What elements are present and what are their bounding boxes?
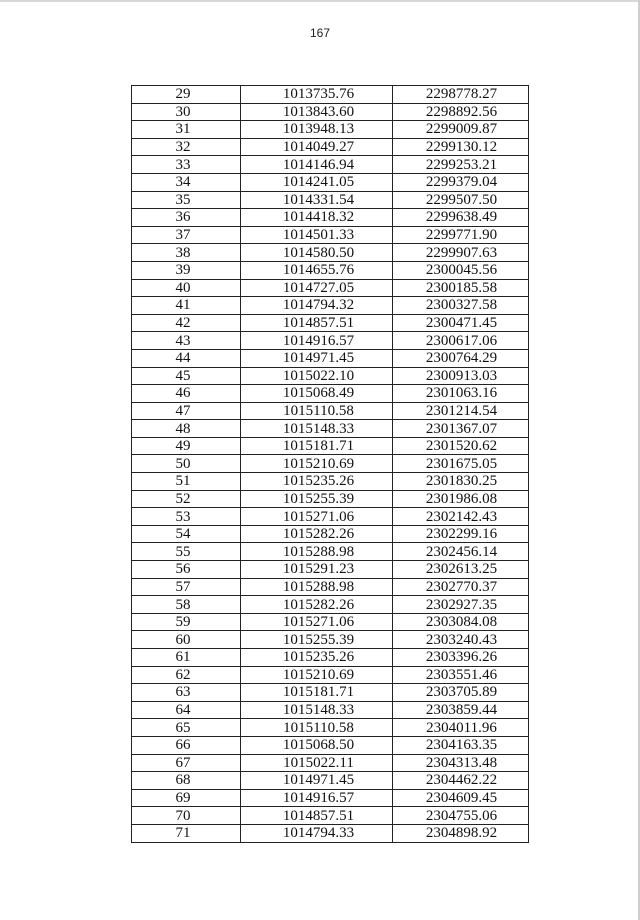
x-coordinate-cell: 1015068.50 — [241, 736, 393, 754]
x-coordinate-cell: 1015288.98 — [241, 543, 393, 561]
point-number-cell: 31 — [132, 121, 241, 139]
table-row — [132, 209, 529, 227]
table-row — [132, 367, 529, 385]
x-coordinate-cell: 1015022.10 — [241, 367, 393, 385]
y-coordinate-cell: 2300617.06 — [393, 332, 529, 350]
table-row — [132, 402, 529, 420]
point-number-cell: 57 — [132, 578, 241, 596]
x-coordinate-cell: 1014655.76 — [241, 261, 393, 279]
point-number-cell: 71 — [132, 824, 241, 842]
x-coordinate-cell: 1015110.58 — [241, 402, 393, 420]
table-row — [132, 490, 529, 508]
point-number-cell: 70 — [132, 807, 241, 825]
point-number-cell: 60 — [132, 631, 241, 649]
y-coordinate-cell: 2301830.25 — [393, 473, 529, 491]
point-number-cell: 54 — [132, 525, 241, 543]
x-coordinate-cell: 1014916.57 — [241, 789, 393, 807]
x-coordinate-cell: 1015255.39 — [241, 631, 393, 649]
point-number-cell: 53 — [132, 508, 241, 526]
x-coordinate-cell: 1015181.71 — [241, 684, 393, 702]
coordinates-table-body — [132, 86, 529, 843]
x-coordinate-cell: 1013948.13 — [241, 121, 393, 139]
x-coordinate-cell: 1015148.33 — [241, 420, 393, 438]
y-coordinate-cell: 2299379.04 — [393, 173, 529, 191]
x-coordinate-cell: 1015068.49 — [241, 385, 393, 403]
x-coordinate-cell: 1015022.11 — [241, 754, 393, 772]
table-row — [132, 666, 529, 684]
point-number-cell: 56 — [132, 561, 241, 579]
point-number-cell: 63 — [132, 684, 241, 702]
table-row — [132, 244, 529, 262]
table-row — [132, 173, 529, 191]
x-coordinate-cell: 1013843.60 — [241, 103, 393, 121]
point-number-cell: 38 — [132, 244, 241, 262]
x-coordinate-cell: 1014049.27 — [241, 138, 393, 156]
point-number-cell: 33 — [132, 156, 241, 174]
point-number-cell: 46 — [132, 385, 241, 403]
y-coordinate-cell: 2301367.07 — [393, 420, 529, 438]
y-coordinate-cell: 2299771.90 — [393, 226, 529, 244]
y-coordinate-cell: 2299638.49 — [393, 209, 529, 227]
y-coordinate-cell: 2300913.03 — [393, 367, 529, 385]
x-coordinate-cell: 1015181.71 — [241, 437, 393, 455]
point-number-cell: 51 — [132, 473, 241, 491]
table-row — [132, 631, 529, 649]
y-coordinate-cell: 2300185.58 — [393, 279, 529, 297]
x-coordinate-cell: 1015235.26 — [241, 473, 393, 491]
table-row — [132, 103, 529, 121]
point-number-cell: 49 — [132, 437, 241, 455]
y-coordinate-cell: 2298778.27 — [393, 86, 529, 104]
x-coordinate-cell: 1013735.76 — [241, 86, 393, 104]
x-coordinate-cell: 1014331.54 — [241, 191, 393, 209]
point-number-cell: 62 — [132, 666, 241, 684]
table-row — [132, 473, 529, 491]
y-coordinate-cell: 2303396.26 — [393, 649, 529, 667]
x-coordinate-cell: 1014241.05 — [241, 173, 393, 191]
x-coordinate-cell: 1015110.58 — [241, 719, 393, 737]
point-number-cell: 41 — [132, 297, 241, 315]
y-coordinate-cell: 2302142.43 — [393, 508, 529, 526]
y-coordinate-cell: 2303859.44 — [393, 701, 529, 719]
y-coordinate-cell: 2303240.43 — [393, 631, 529, 649]
point-number-cell: 59 — [132, 613, 241, 631]
y-coordinate-cell: 2299130.12 — [393, 138, 529, 156]
table-row — [132, 349, 529, 367]
table-row — [132, 649, 529, 667]
point-number-cell: 52 — [132, 490, 241, 508]
point-number-cell: 61 — [132, 649, 241, 667]
y-coordinate-cell: 2302299.16 — [393, 525, 529, 543]
point-number-cell: 47 — [132, 402, 241, 420]
x-coordinate-cell: 1014794.32 — [241, 297, 393, 315]
point-number-cell: 43 — [132, 332, 241, 350]
x-coordinate-cell: 1014794.33 — [241, 824, 393, 842]
page-number: 167 — [309, 26, 331, 40]
point-number-cell: 32 — [132, 138, 241, 156]
y-coordinate-cell: 2301063.16 — [393, 385, 529, 403]
x-coordinate-cell: 1015282.26 — [241, 596, 393, 614]
table-row — [132, 824, 529, 842]
y-coordinate-cell: 2300471.45 — [393, 314, 529, 332]
table-row — [132, 561, 529, 579]
point-number-cell: 35 — [132, 191, 241, 209]
y-coordinate-cell: 2302613.25 — [393, 561, 529, 579]
y-coordinate-cell: 2304609.45 — [393, 789, 529, 807]
point-number-cell: 29 — [132, 86, 241, 104]
table-row — [132, 543, 529, 561]
y-coordinate-cell: 2302456.14 — [393, 543, 529, 561]
table-row — [132, 807, 529, 825]
x-coordinate-cell: 1014971.45 — [241, 349, 393, 367]
point-number-cell: 50 — [132, 455, 241, 473]
table-row — [132, 754, 529, 772]
y-coordinate-cell: 2304755.06 — [393, 807, 529, 825]
y-coordinate-cell: 2303084.08 — [393, 613, 529, 631]
x-coordinate-cell: 1015271.06 — [241, 508, 393, 526]
y-coordinate-cell: 2300764.29 — [393, 349, 529, 367]
y-coordinate-cell: 2304898.92 — [393, 824, 529, 842]
y-coordinate-cell: 2300045.56 — [393, 261, 529, 279]
table-row — [132, 772, 529, 790]
y-coordinate-cell: 2302770.37 — [393, 578, 529, 596]
table-row — [132, 297, 529, 315]
point-number-cell: 58 — [132, 596, 241, 614]
x-coordinate-cell: 1015282.26 — [241, 525, 393, 543]
y-coordinate-cell: 2301520.62 — [393, 437, 529, 455]
point-number-cell: 48 — [132, 420, 241, 438]
coordinates-table — [131, 85, 529, 843]
table-row — [132, 261, 529, 279]
y-coordinate-cell: 2304011.96 — [393, 719, 529, 737]
x-coordinate-cell: 1015291.23 — [241, 561, 393, 579]
point-number-cell: 40 — [132, 279, 241, 297]
x-coordinate-cell: 1014146.94 — [241, 156, 393, 174]
x-coordinate-cell: 1015271.06 — [241, 613, 393, 631]
table-row — [132, 156, 529, 174]
y-coordinate-cell: 2299253.21 — [393, 156, 529, 174]
y-coordinate-cell: 2301214.54 — [393, 402, 529, 420]
x-coordinate-cell: 1014857.51 — [241, 314, 393, 332]
point-number-cell: 36 — [132, 209, 241, 227]
y-coordinate-cell: 2299009.87 — [393, 121, 529, 139]
point-number-cell: 45 — [132, 367, 241, 385]
table-row — [132, 719, 529, 737]
x-coordinate-cell: 1014580.50 — [241, 244, 393, 262]
y-coordinate-cell: 2299907.63 — [393, 244, 529, 262]
point-number-cell: 69 — [132, 789, 241, 807]
x-coordinate-cell: 1015235.26 — [241, 649, 393, 667]
x-coordinate-cell: 1014727.05 — [241, 279, 393, 297]
table-row — [132, 684, 529, 702]
y-coordinate-cell: 2302927.35 — [393, 596, 529, 614]
table-row — [132, 121, 529, 139]
x-coordinate-cell: 1015210.69 — [241, 666, 393, 684]
y-coordinate-cell: 2304313.48 — [393, 754, 529, 772]
x-coordinate-cell: 1014916.57 — [241, 332, 393, 350]
point-number-cell: 65 — [132, 719, 241, 737]
x-coordinate-cell: 1014418.32 — [241, 209, 393, 227]
table-row — [132, 701, 529, 719]
point-number-cell: 55 — [132, 543, 241, 561]
table-row — [132, 613, 529, 631]
table-row — [132, 332, 529, 350]
x-coordinate-cell: 1014857.51 — [241, 807, 393, 825]
point-number-cell: 34 — [132, 173, 241, 191]
table-row — [132, 226, 529, 244]
table-row — [132, 191, 529, 209]
y-coordinate-cell: 2301675.05 — [393, 455, 529, 473]
table-row — [132, 86, 529, 104]
table-row — [132, 789, 529, 807]
y-coordinate-cell: 2298892.56 — [393, 103, 529, 121]
x-coordinate-cell: 1015288.98 — [241, 578, 393, 596]
y-coordinate-cell: 2299507.50 — [393, 191, 529, 209]
x-coordinate-cell: 1014501.33 — [241, 226, 393, 244]
table-row — [132, 525, 529, 543]
table-row — [132, 437, 529, 455]
y-coordinate-cell: 2304462.22 — [393, 772, 529, 790]
x-coordinate-cell: 1015148.33 — [241, 701, 393, 719]
y-coordinate-cell: 2303551.46 — [393, 666, 529, 684]
y-coordinate-cell: 2303705.89 — [393, 684, 529, 702]
point-number-cell: 66 — [132, 736, 241, 754]
table-row — [132, 596, 529, 614]
y-coordinate-cell: 2301986.08 — [393, 490, 529, 508]
table-row — [132, 138, 529, 156]
point-number-cell: 37 — [132, 226, 241, 244]
scan-edge-top — [0, 0, 640, 2]
table-row — [132, 385, 529, 403]
point-number-cell: 68 — [132, 772, 241, 790]
y-coordinate-cell: 2300327.58 — [393, 297, 529, 315]
x-coordinate-cell: 1014971.45 — [241, 772, 393, 790]
table-row — [132, 736, 529, 754]
point-number-cell: 39 — [132, 261, 241, 279]
y-coordinate-cell: 2304163.35 — [393, 736, 529, 754]
table-row — [132, 314, 529, 332]
table-row — [132, 578, 529, 596]
table-row — [132, 508, 529, 526]
point-number-cell: 42 — [132, 314, 241, 332]
point-number-cell: 30 — [132, 103, 241, 121]
point-number-cell: 64 — [132, 701, 241, 719]
table-row — [132, 420, 529, 438]
table-row — [132, 279, 529, 297]
point-number-cell: 44 — [132, 349, 241, 367]
table-row — [132, 455, 529, 473]
point-number-cell: 67 — [132, 754, 241, 772]
x-coordinate-cell: 1015210.69 — [241, 455, 393, 473]
x-coordinate-cell: 1015255.39 — [241, 490, 393, 508]
